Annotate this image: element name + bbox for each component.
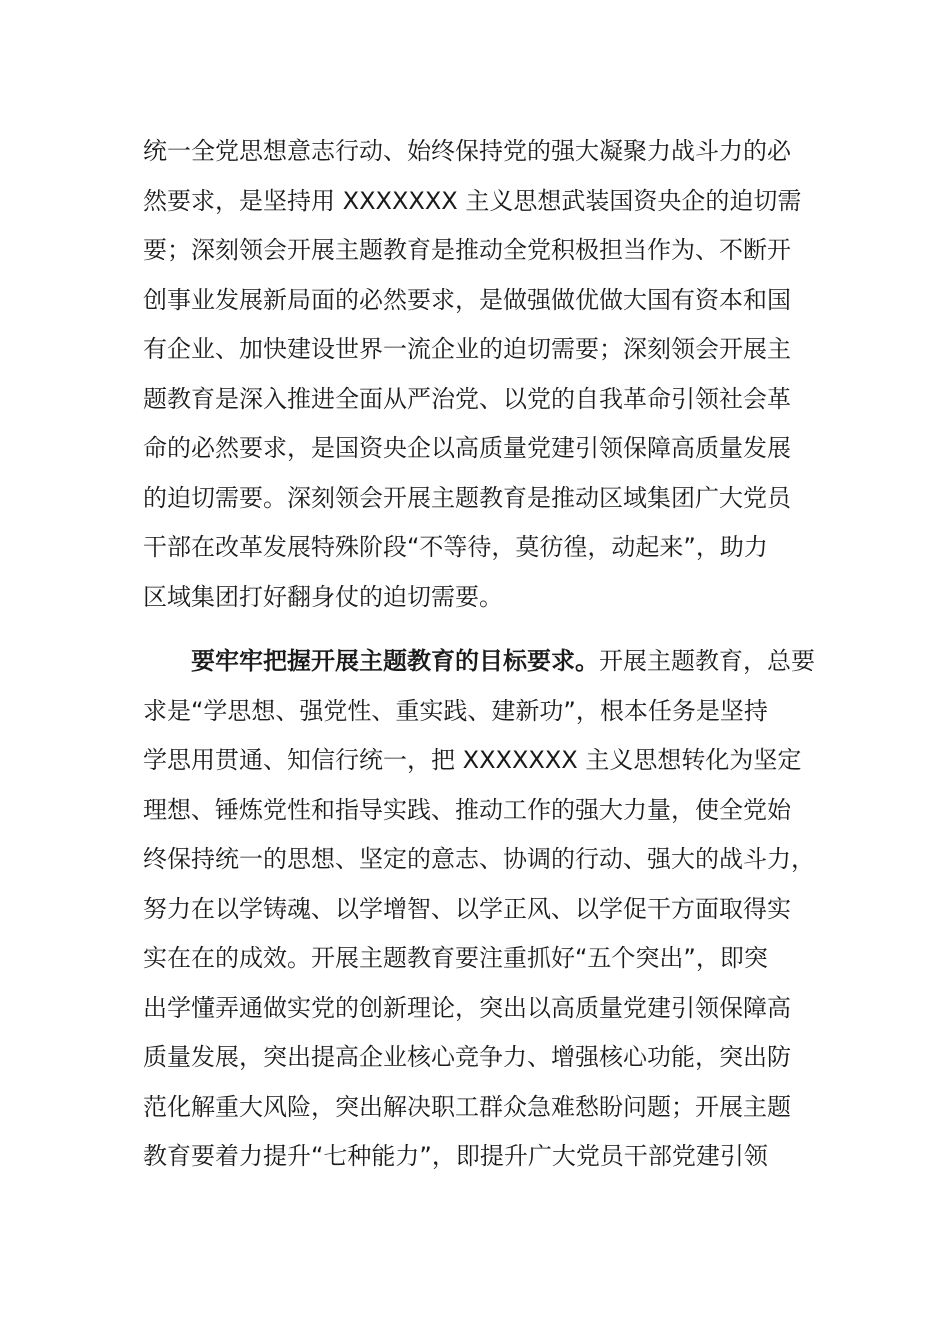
text-line: 创事业发展新局面的必然要求，是做强做优做大国有资本和国 — [143, 285, 791, 314]
paragraph-2 — [143, 637, 813, 1182]
paragraph-heading: 要牢牢把握开展主题教育的目标要求。 — [191, 647, 599, 675]
text-line: 学思用贯通、知信行统一，把 XXXXXXX 主义思想转化为坚定 — [143, 746, 802, 774]
paragraph-1 — [143, 127, 813, 622]
text-line: 区域集团打好翻身仗的迫切需要。 — [143, 582, 503, 611]
paragraph-lead-text: 开展主题教育，总要 — [599, 647, 815, 675]
text-line: 统一全党思想意志行动、始终保持党的强大凝聚力战斗力的必 — [143, 137, 791, 165]
text-line: 理想、锤炼党性和指导实践、推动工作的强大力量，使全党始 — [143, 795, 791, 824]
paragraph-first-line — [143, 637, 813, 687]
text-line: 要；深刻领会开展主题教育是推动全党积极担当作为、不断开 — [143, 236, 791, 264]
text-line: 出学懂弄通做实党的创新理论，突出以高质量党建引领保障高 — [143, 993, 791, 1022]
text-line: 的迫切需要。深刻领会开展主题教育是推动区域集团广大党员 — [143, 483, 791, 512]
text-line: 命的必然要求，是国资央企以高质量党建引领保障高质量发展 — [143, 434, 791, 462]
text-line: 教育要着力提升“七种能力”，即提升广大党员干部党建引领 — [143, 1142, 768, 1170]
text-line: 实在在的成效。开展主题教育要注重抓好“五个突出”，即突 — [143, 944, 768, 972]
text-line: 终保持统一的思想、坚定的意志、协调的行动、强大的战斗力， — [143, 845, 815, 873]
text-line: 质量发展，突出提高企业核心竞争力、增强核心功能，突出防 — [143, 1043, 791, 1071]
text-line: 题教育是深入推进全面从严治党、以党的自我革命引领社会革 — [143, 384, 791, 413]
text-line: 范化解重大风险，突出解决职工群众急难愁盼问题；开展主题 — [143, 1092, 791, 1121]
text-line: 有企业、加快建设世界一流企业的迫切需要；深刻领会开展主 — [143, 335, 791, 363]
text-line: 干部在改革发展特殊阶段“不等待，莫彷徨，动起来”，助力 — [143, 533, 768, 561]
text-line: 然要求，是坚持用 XXXXXXX 主义思想武装国资央企的迫切需 — [143, 186, 802, 215]
text-line: 努力在以学铸魂、以学增智、以学正风、以学促干方面取得实 — [143, 894, 791, 923]
text-line: 求是“学思想、强党性、重实践、建新功”，根本任务是坚持 — [143, 696, 768, 725]
